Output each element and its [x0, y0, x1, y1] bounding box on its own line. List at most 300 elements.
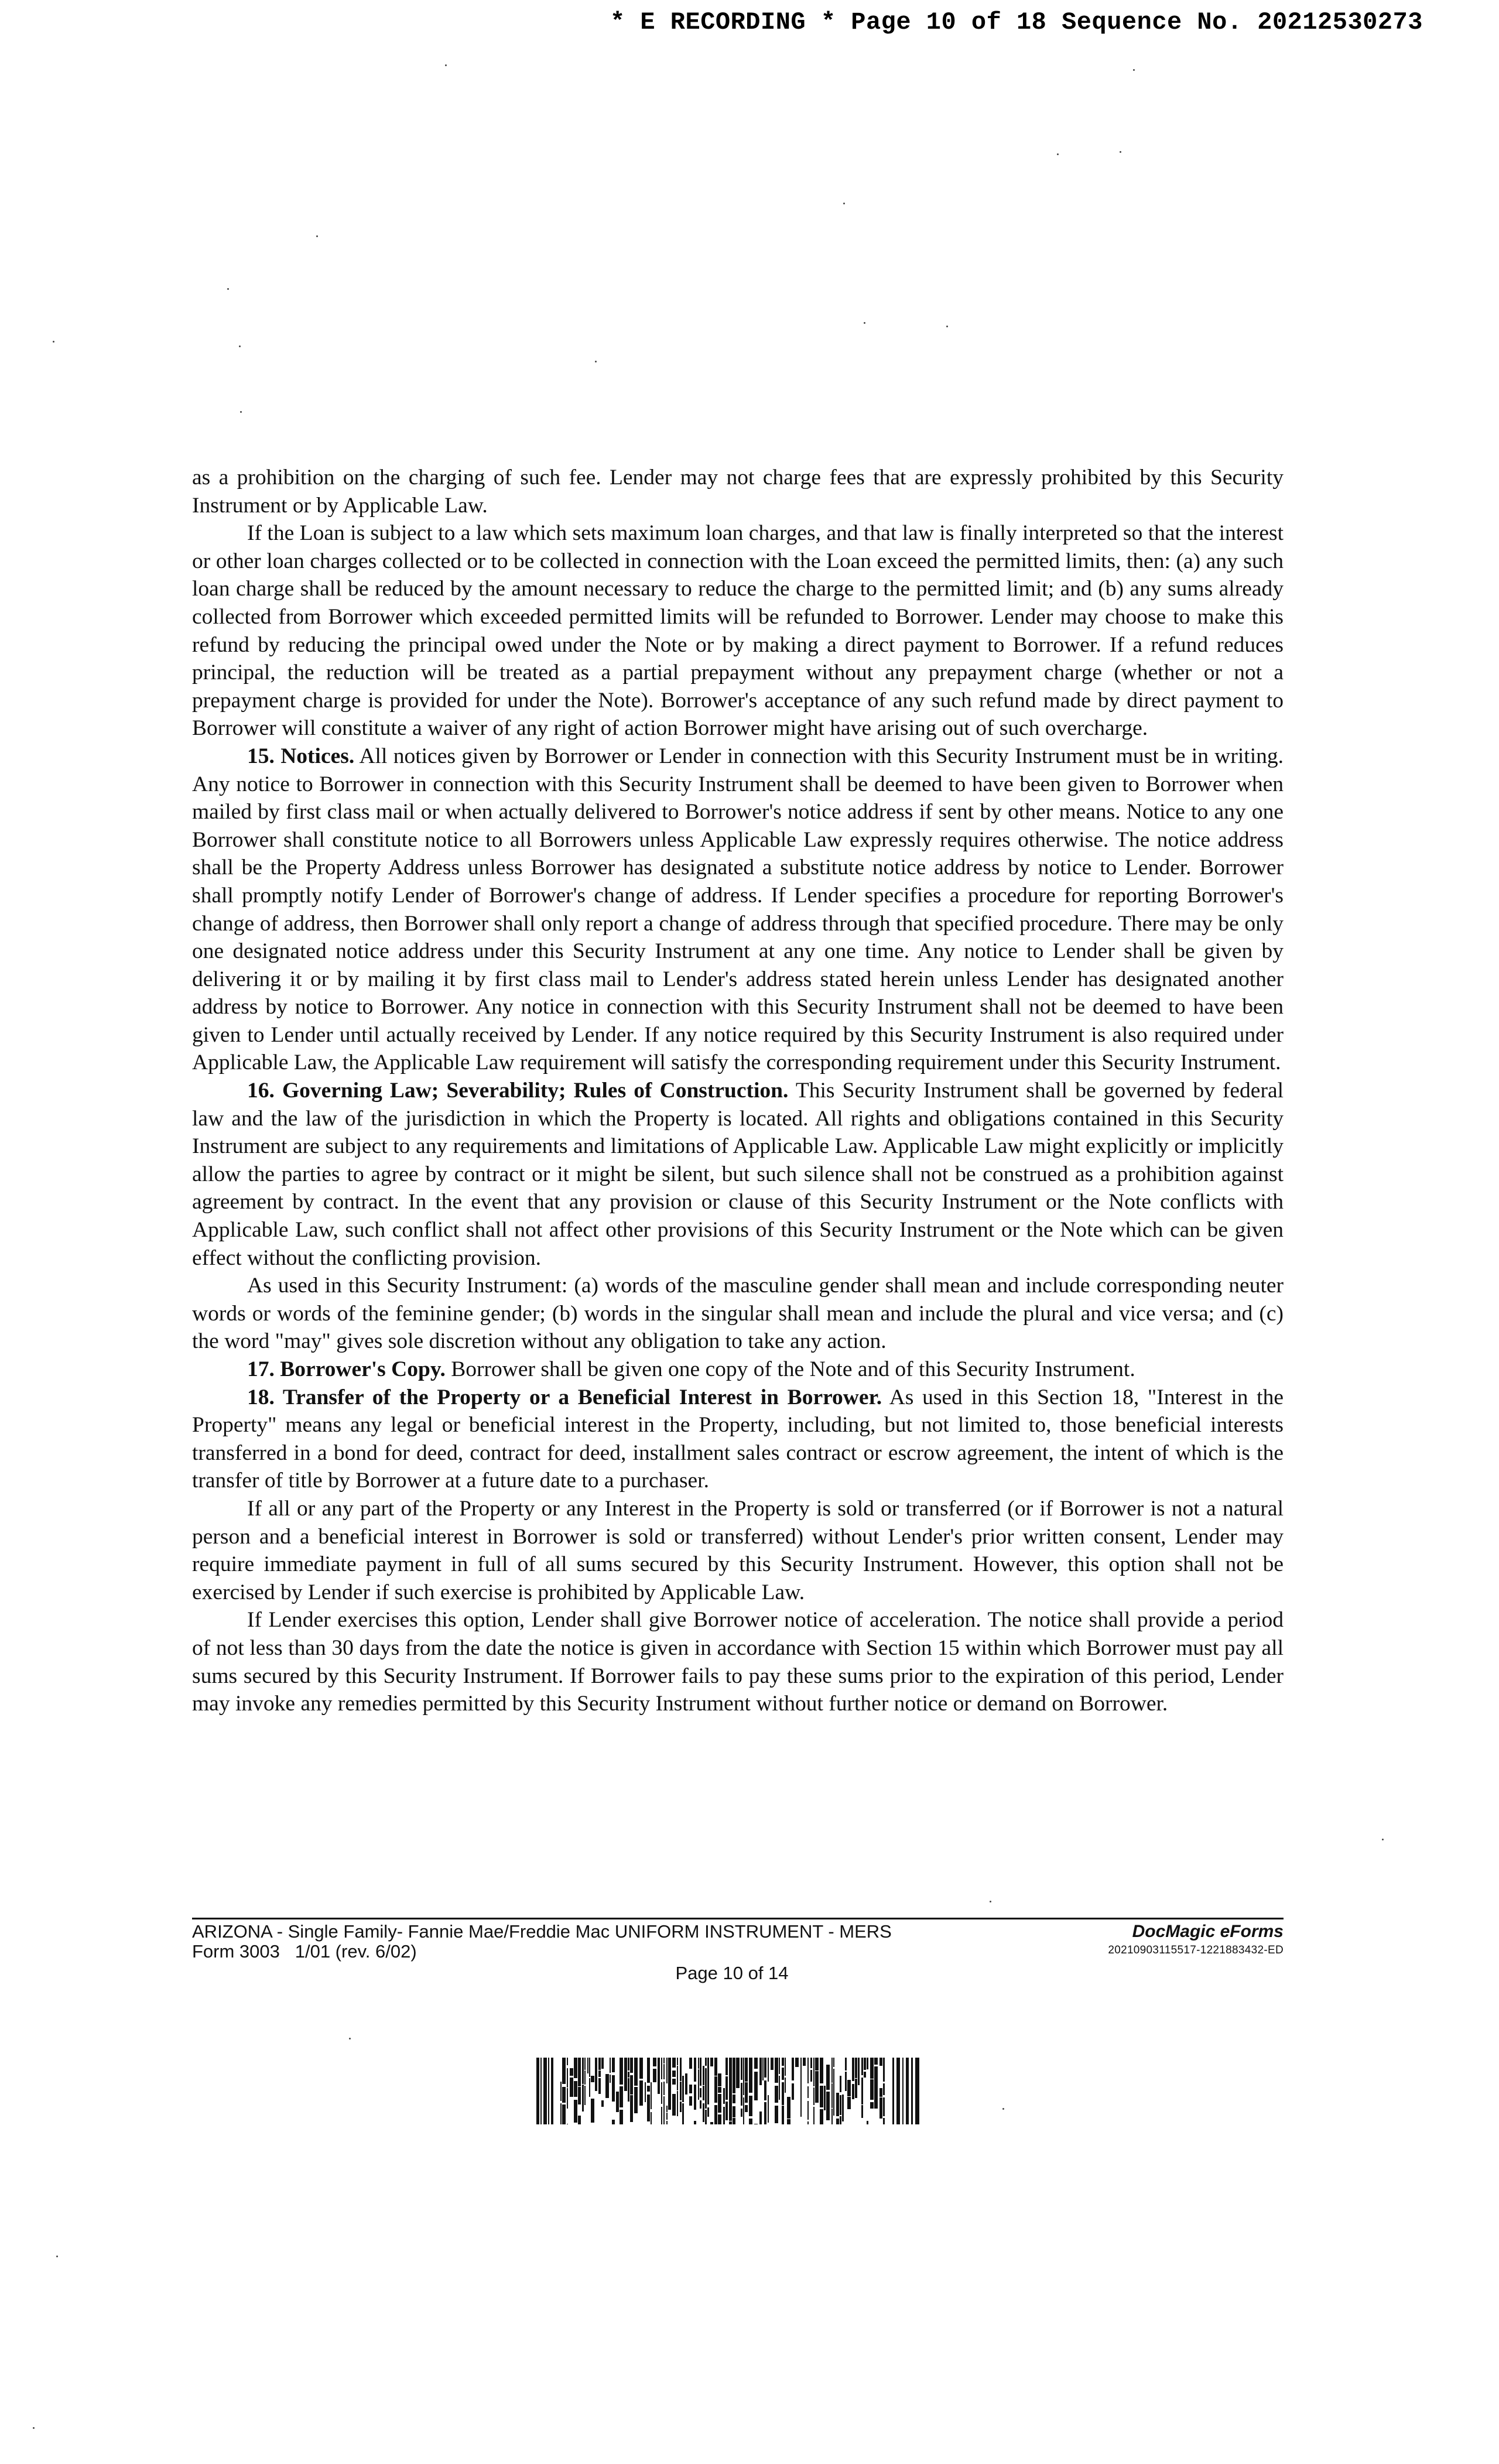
barcode-bar — [714, 2076, 717, 2103]
barcode-bar — [807, 2121, 809, 2124]
barcode-bar — [749, 2119, 752, 2124]
barcode-bar — [587, 2058, 588, 2073]
barcode-bar — [582, 2085, 584, 2111]
barcode-bar — [718, 2094, 721, 2113]
barcode-bar — [560, 2082, 562, 2101]
section-heading: 15. Notices. — [247, 744, 355, 768]
barcode-bar — [840, 2076, 841, 2092]
barcode-bar — [729, 2093, 732, 2121]
barcode-bar — [705, 2110, 707, 2124]
barcode-bar — [792, 2058, 794, 2080]
barcode-bar — [612, 2120, 615, 2124]
barcode-bar — [634, 2087, 638, 2113]
barcode-bar — [874, 2058, 878, 2065]
barcode-bar — [840, 2116, 841, 2124]
barcode-bar — [694, 2058, 696, 2082]
barcode-bar — [710, 2058, 713, 2066]
barcode-bar — [707, 2084, 709, 2104]
barcode-bar — [775, 2106, 778, 2123]
barcode-bar — [810, 2070, 812, 2082]
barcode-bar — [584, 2086, 586, 2105]
barcode-bar — [700, 2058, 701, 2086]
barcode-bar — [610, 2075, 611, 2083]
barcode-bar — [840, 2109, 841, 2115]
barcode-bar — [815, 2071, 819, 2085]
barcode-bar — [589, 2058, 590, 2077]
barcode — [534, 2056, 937, 2126]
barcode-bar — [725, 2076, 728, 2100]
barcode-bar — [858, 2079, 860, 2085]
barcode-bar — [694, 2085, 696, 2110]
barcode-bar — [725, 2102, 728, 2120]
barcode-bar — [807, 2058, 809, 2083]
barcode-bar — [779, 2076, 780, 2100]
barcode-bar — [548, 2058, 549, 2124]
barcode-bar — [620, 2123, 623, 2124]
barcode-bar — [661, 2058, 662, 2079]
barcode-bar — [845, 2072, 847, 2091]
barcode-bar — [759, 2111, 762, 2124]
barcode-bar — [612, 2058, 615, 2072]
barcode-bar — [785, 2058, 786, 2076]
barcode-bar — [800, 2082, 802, 2108]
document-body — [192, 464, 1284, 1718]
barcode-bar — [782, 2082, 784, 2105]
barcode-bar — [666, 2113, 668, 2120]
scan-speck — [1120, 151, 1121, 153]
barcode-bar — [718, 2114, 721, 2124]
barcode-bar — [707, 2058, 709, 2084]
barcode-bar — [867, 2058, 868, 2069]
barcode-bar — [736, 2058, 740, 2072]
scan-speck — [316, 235, 318, 237]
barcode-bar — [800, 2058, 802, 2082]
barcode-bar — [703, 2103, 704, 2122]
barcode-bar — [759, 2058, 762, 2085]
barcode-bar — [782, 2068, 784, 2080]
barcode-bar — [883, 2118, 885, 2124]
barcode-bar — [754, 2072, 758, 2100]
barcode-bar — [874, 2092, 878, 2109]
barcode-bar — [639, 2058, 643, 2079]
barcode-bar — [668, 2058, 671, 2085]
barcode-bar — [764, 2080, 766, 2100]
barcode-bar — [574, 2058, 577, 2066]
barcode-bar — [858, 2058, 860, 2079]
barcode-bar — [852, 2058, 854, 2081]
barcode-bar — [536, 2058, 539, 2124]
barcode-bar — [610, 2058, 611, 2065]
barcode-bar — [672, 2071, 676, 2077]
barcode-bar — [782, 2106, 784, 2124]
document-id: 20210903115517-1221883432-ED — [1108, 1944, 1284, 1956]
barcode-bar — [698, 2069, 699, 2078]
barcode-bar — [723, 2088, 725, 2104]
barcode-bar — [861, 2105, 863, 2118]
barcode-bar — [892, 2058, 894, 2124]
barcode-bar — [698, 2078, 699, 2094]
vendor-block — [1108, 1922, 1284, 1959]
barcode-bar — [754, 2058, 758, 2069]
barcode-bar — [749, 2096, 752, 2116]
barcode-bar — [729, 2058, 732, 2082]
barcode-bar — [570, 2068, 573, 2076]
paragraph: If the Loan is subject to a law which sets maximum loan charges, and that law is finally interpreted so that the interest or other loan charges collected or to be collected in connection with the Loan exceed the permitted limits, then: (a) any such loan charge shall be reduced by the amount necessary to reduce the charge to the permitted limit; and (b) any sums already collected from Borrower which exceeded permitted limits will be refunded to Borrower. Lender may choose to make this refund by reducing the principal owed under the Note or by making a direct payment to Borrower. If a refund reduces principal, the reduction will be treated as a partial prepayment without any prepayment charge (whether or not a prepayment charge is provided for under the Note). Borrower's acceptance of any such refund made by direct payment to Borrower will constitute a waiver of any right of action Borrower might have arising out of such overcharge. — [192, 521, 1284, 741]
barcode-bar — [666, 2106, 668, 2112]
scan-speck — [1057, 153, 1059, 155]
barcode-bar — [870, 2079, 874, 2100]
barcode-bar — [560, 2103, 562, 2124]
barcode-bar — [663, 2064, 665, 2079]
barcode-bar — [800, 2108, 802, 2117]
barcode-bar — [743, 2082, 744, 2095]
barcode-bar — [733, 2058, 735, 2082]
barcode-bar — [815, 2058, 819, 2071]
barcode-bar — [864, 2072, 866, 2078]
barcode-bar — [824, 2086, 826, 2110]
barcode-bar — [705, 2058, 707, 2066]
barcode-bar — [775, 2058, 778, 2083]
barcode-bar — [743, 2058, 744, 2082]
form-identifier — [192, 1922, 892, 1962]
barcode-bar — [718, 2087, 721, 2093]
scan-speck — [239, 345, 241, 347]
barcode-bar — [831, 2109, 833, 2124]
barcode-bar — [733, 2106, 735, 2117]
barcode-bar — [700, 2088, 701, 2097]
scan-speck — [843, 203, 845, 204]
scan-speck — [946, 326, 948, 327]
barcode-bar — [567, 2058, 568, 2065]
scan-speck — [1382, 1839, 1384, 1840]
scan-speck — [56, 2256, 58, 2257]
barcode-bar — [624, 2085, 627, 2091]
barcode-bar — [867, 2121, 868, 2124]
barcode-bar — [842, 2095, 844, 2121]
barcode-bar — [733, 2118, 735, 2124]
barcode-bar — [733, 2082, 735, 2093]
barcode-bar — [634, 2058, 638, 2086]
form-title: ARIZONA - Single Family- Fannie Mae/Freddie Mac UNIFORM INSTRUMENT - MERS — [192, 1921, 892, 1942]
barcode-bar — [694, 2121, 696, 2124]
barcode-bar — [725, 2058, 728, 2075]
barcode-bar — [628, 2072, 629, 2078]
barcode-bar — [653, 2058, 656, 2066]
barcode-bar — [689, 2085, 692, 2093]
barcode-bar — [745, 2105, 748, 2112]
paragraph: If all or any part of the Property or any Interest in the Property is sold or transferred (or if Borrower is not a natural person and a beneficial interest in Borrower is sold or transferred) without Lender's prior written consent, Lender may require immediate payment in full of all sums secured by this Security Instrument. However, this option shall not be exercised by Lender if such exercise is prohibited by Applicable Law. — [192, 1496, 1284, 1604]
barcode-bar — [813, 2087, 814, 2105]
barcode-bar — [698, 2058, 699, 2069]
barcode-bar — [896, 2058, 900, 2124]
barcode-bar — [883, 2097, 885, 2116]
barcode-bar — [591, 2076, 594, 2082]
barcode-bar — [787, 2097, 790, 2119]
barcode-bar — [792, 2083, 794, 2100]
barcode-bar — [630, 2095, 633, 2122]
barcode-bar — [616, 2092, 619, 2112]
barcode-bar — [883, 2058, 885, 2082]
barcode-bar — [653, 2069, 656, 2082]
barcode-bar — [562, 2087, 566, 2103]
barcode-bar — [598, 2071, 601, 2077]
barcode-bar — [620, 2086, 623, 2107]
barcode-bar — [826, 2065, 830, 2090]
barcode-bar — [628, 2078, 629, 2102]
barcode-bar — [836, 2093, 839, 2116]
barcode-bar — [820, 2058, 823, 2073]
barcode-bar — [775, 2086, 778, 2103]
barcode-bar — [906, 2058, 909, 2124]
barcode-bar — [677, 2058, 678, 2065]
barcode-bar — [729, 2082, 732, 2093]
barcode-bar — [723, 2107, 725, 2124]
barcode-bar — [803, 2058, 806, 2066]
barcode-bar — [810, 2058, 812, 2068]
recording-header: * E RECORDING * Page 10 of 18 Sequence No. 20212530273 — [610, 8, 1423, 36]
scan-speck — [595, 361, 597, 362]
barcode-bar — [855, 2079, 857, 2088]
barcode-bar — [540, 2058, 542, 2124]
barcode-bar — [902, 2058, 903, 2124]
barcode-bar — [567, 2068, 568, 2087]
section-heading: 18. Transfer of the Property or a Beneficial Interest in Borrower. — [247, 1385, 882, 1409]
paragraph: As used in this Security Instrument: (a) words of the masculine gender shall mean and include corresponding neuter words or words of the feminine gender; (b) words in the singular shall mean and include the plural and vice versa; and (c) the word "may" gives sole discretion without any obligation to take any action. — [192, 1274, 1284, 1354]
barcode-bar — [741, 2109, 742, 2117]
barcode-bar — [630, 2075, 633, 2095]
barcode-bar — [562, 2058, 566, 2084]
barcode-bar — [680, 2082, 682, 2100]
barcode-bar — [574, 2081, 577, 2097]
barcode-bar — [551, 2058, 553, 2124]
barcode-bar — [666, 2058, 668, 2083]
barcode-bar — [833, 2058, 834, 2067]
page-number: Page 10 of 14 — [675, 1963, 789, 1983]
barcode-bar — [605, 2074, 609, 2098]
barcode-bar — [768, 2058, 769, 2082]
barcode-bar — [601, 2058, 604, 2069]
section-15-notices: 15. Notices. All notices given by Borrower or Lender in connection with this Security Instrument must be in writing. Any notice to Borrower in connection with this Security Instrument shall be deemed to have been given to Borrower when mailed by first class mail or when actually delivered to Borrower's notice address if sent by other means. Notice to any one Borrower shall constitute notice to all Borrowers unless Applicable Law expressly requires otherwise. The notice address shall be the Property Address unless Borrower has designated a substitute notice address by notice to Lender. Borrower shall promptly notify Lender of Borrower's change of address. If Lender specifies a procedure for reporting Borrower's change of address, then Borrower shall only report a change of address through that specified procedure. There may be only one designated notice address under this Security Instrument at any one time. Any notice to Lender shall be given by delivering it or by mailing it by first class mail to Lender's address stated herein unless Lender has designated another address by notice to Borrower. Any notice in connection with this Security Instrument shall not be deemed to have been given to Lender until actually received by Lender. If any notice required by this Security Instrument is also required under Applicable Law, the Applicable Law requirement will satisfy the corresponding requirement under this Security Instrument. — [192, 744, 1284, 1075]
scan-speck — [445, 64, 447, 66]
barcode-bar — [915, 2058, 919, 2124]
docmagic-logo: DocMagic eForms — [1132, 1922, 1284, 1941]
barcode-bar — [601, 2100, 604, 2107]
scan-speck — [1133, 69, 1135, 71]
scan-speck — [240, 411, 242, 413]
barcode-bar — [861, 2078, 863, 2099]
barcode-bar — [666, 2121, 668, 2124]
barcode-bar — [833, 2069, 834, 2077]
barcode-bar — [813, 2107, 814, 2124]
barcode-bar — [745, 2076, 748, 2082]
barcode-bar — [689, 2096, 692, 2106]
barcode-bar — [672, 2094, 676, 2116]
barcode-bar — [779, 2058, 780, 2074]
barcode-bar — [570, 2078, 573, 2097]
barcode-bar — [700, 2100, 701, 2109]
barcode-bar — [574, 2100, 577, 2123]
barcode-bar — [782, 2058, 784, 2066]
barcode-bar — [598, 2078, 601, 2094]
footer-divider — [192, 1918, 1284, 1919]
barcode-bar — [582, 2058, 584, 2084]
barcode-bar — [764, 2058, 766, 2078]
barcode-bar — [595, 2075, 597, 2091]
barcode-bar — [661, 2082, 662, 2104]
section-17-borrowers-copy: 17. Borrower's Copy. Borrower shall be given one copy of the Note and of this Security Instrument. — [247, 1357, 1135, 1381]
barcode-bar — [745, 2058, 748, 2076]
scan-speck — [33, 2427, 35, 2429]
barcode-bar — [855, 2088, 857, 2098]
scan-speck — [227, 288, 229, 290]
barcode-bar — [647, 2095, 650, 2121]
section-heading: 17. Borrower's Copy. — [247, 1357, 446, 1381]
barcode-bar — [911, 2058, 913, 2124]
barcode-bar — [764, 2102, 766, 2124]
barcode-bar — [658, 2071, 660, 2094]
barcode-bar — [663, 2058, 665, 2063]
barcode-bar — [847, 2080, 851, 2096]
barcode-bar — [831, 2083, 833, 2108]
barcode-bar — [785, 2078, 786, 2093]
paragraph: as a prohibition on the charging of such fee. Lender may not charge fees that are expressly prohibited by this Security Instrument or by Applicable Law. — [192, 466, 1284, 518]
barcode-bar — [672, 2058, 676, 2068]
barcode-bar — [543, 2058, 547, 2124]
barcode-bar — [562, 2121, 566, 2124]
barcode-bar — [729, 2121, 732, 2124]
barcode-bar — [836, 2119, 839, 2124]
barcode-bar — [879, 2058, 882, 2066]
barcode-bar — [598, 2058, 601, 2070]
barcode-bar — [578, 2058, 581, 2086]
barcode-bar — [624, 2058, 627, 2085]
barcode-bar — [610, 2065, 611, 2073]
barcode-bar — [870, 2058, 874, 2079]
barcode-bar — [879, 2097, 882, 2119]
barcode-bar — [714, 2105, 717, 2124]
barcode-bar — [833, 2102, 834, 2116]
paragraph: If Lender exercises this option, Lender shall give Borrower notice of acceleration. The notice shall provide a period of not less than 30 days from the date the notice is given in accordance with Section 15 within which Borrower must pay all sums secured by this Security Instrument. If Borrower fails to pay these sums prior to the expiration of this period, Lender may invoke any remedies permitted by this Security Instrument without further notice or demand on Borrower. — [192, 1608, 1284, 1716]
scan-speck — [349, 2038, 351, 2039]
barcode-bar — [861, 2099, 863, 2104]
barcode-bar — [698, 2094, 699, 2100]
barcode-bar — [864, 2058, 866, 2070]
barcode-bar — [861, 2058, 863, 2075]
barcode-bar — [703, 2066, 704, 2085]
section-18-transfer: 18. Transfer of the Property or a Beneficial Interest in Borrower. As used in this Section 18, "Interest in the Property" means any legal or beneficial interest in the Property, including, but not limited to, those beneficial interests transferred in a bond for deed, contract for deed, installment sales contract or escrow agreement, the intent of which is the transfer of title by Borrower at a future date to a purchaser. — [192, 1385, 1284, 1493]
barcode-bar — [651, 2112, 652, 2124]
barcode-bar — [663, 2096, 665, 2124]
barcode-bar — [574, 2066, 577, 2078]
barcode-bar — [703, 2086, 704, 2100]
barcode-bar — [663, 2082, 665, 2095]
barcode-bar — [591, 2099, 594, 2123]
barcode-bar — [645, 2082, 646, 2102]
barcode-bar — [749, 2068, 752, 2093]
barcode-bar — [847, 2097, 851, 2109]
barcode-bar — [705, 2091, 707, 2109]
barcode-bar — [647, 2058, 650, 2083]
barcode-bar — [883, 2083, 885, 2095]
barcode-bar — [595, 2058, 597, 2075]
barcode-bar — [813, 2058, 814, 2086]
barcode-bar — [820, 2086, 823, 2107]
barcode-bar — [647, 2086, 650, 2092]
barcode-bar — [826, 2092, 830, 2120]
barcode-bar — [620, 2110, 623, 2123]
barcode-bar — [771, 2058, 774, 2070]
barcode-bar — [815, 2085, 819, 2103]
barcode-bar — [682, 2103, 684, 2124]
barcode-bar — [630, 2058, 633, 2073]
barcode-bar — [833, 2077, 834, 2102]
barcode-bar — [831, 2058, 833, 2083]
barcode-bar — [718, 2073, 721, 2086]
barcode-bar — [710, 2122, 713, 2124]
section-heading: 16. Governing Law; Severability; Rules of Construction. — [247, 1079, 789, 1103]
barcode-bar — [578, 2116, 581, 2124]
barcode-bar — [795, 2058, 799, 2067]
barcode-bar — [578, 2087, 581, 2104]
barcode-bar — [639, 2080, 643, 2106]
barcode-bar — [620, 2058, 623, 2085]
barcode-bar — [745, 2082, 748, 2103]
barcode-bar — [820, 2073, 823, 2083]
scan-speck — [53, 341, 54, 343]
barcode-bar — [787, 2119, 790, 2124]
barcode-bar — [680, 2058, 682, 2081]
barcode-bar — [879, 2088, 882, 2097]
barcode-bar — [741, 2058, 742, 2080]
barcode-bar — [612, 2075, 615, 2102]
barcode-bar — [628, 2058, 629, 2071]
barcode-bar — [689, 2058, 692, 2069]
barcode-bar — [733, 2095, 735, 2103]
barcode-bar — [682, 2076, 684, 2102]
barcode-bar — [807, 2086, 809, 2098]
barcode-bar — [714, 2058, 717, 2076]
barcode-bar — [807, 2101, 809, 2120]
barcode-bar — [562, 2104, 566, 2121]
barcode-bar — [672, 2079, 676, 2085]
barcode-bar — [852, 2084, 854, 2099]
barcode-bar — [845, 2058, 847, 2071]
barcode-bar — [736, 2072, 740, 2088]
section-16-governing-law: 16. Governing Law; Severability; Rules of Construction. This Security Instrument shall be governed by federal law and the law of the jurisdiction in which the Property is located. All rights and obligations contained in this Security Instrument are subject to any requirements and limitations of Applicable Law. Applicable Law might explicitly or implicitly allow the parties to agree by contract or it might be silent, but such silence shall not be construed as a prohibition against agreement by contract. In the event that any provision or clause of this Security Instrument or the Note conflicts with Applicable Law, such conflict shall not affect other provisions of this Security Instrument or the Note which can be given effect without the conflicting provision. — [192, 1079, 1284, 1270]
barcode-bar — [677, 2091, 678, 2116]
barcode-bar — [589, 2078, 590, 2097]
barcode-bar — [584, 2071, 586, 2085]
barcode-bar — [749, 2058, 752, 2068]
scan-speck — [864, 322, 865, 324]
barcode-bar — [677, 2066, 678, 2090]
barcode-bar — [661, 2107, 662, 2124]
barcode-bar — [584, 2058, 586, 2070]
form-number: Form 3003 1/01 (rev. 6/02) — [192, 1941, 417, 1962]
barcode-bar — [651, 2082, 652, 2109]
barcode-bar — [658, 2058, 660, 2071]
barcode-bar — [741, 2083, 742, 2106]
barcode-bar — [705, 2068, 707, 2091]
barcode-bar — [567, 2088, 568, 2109]
barcode-bar — [840, 2095, 841, 2109]
scan-speck — [990, 1901, 991, 1902]
barcode-bar — [768, 2095, 769, 2123]
barcode-bar — [762, 2058, 764, 2080]
barcode-bar — [680, 2102, 682, 2112]
barcode-bar — [874, 2066, 878, 2092]
barcode-bar — [685, 2073, 687, 2095]
